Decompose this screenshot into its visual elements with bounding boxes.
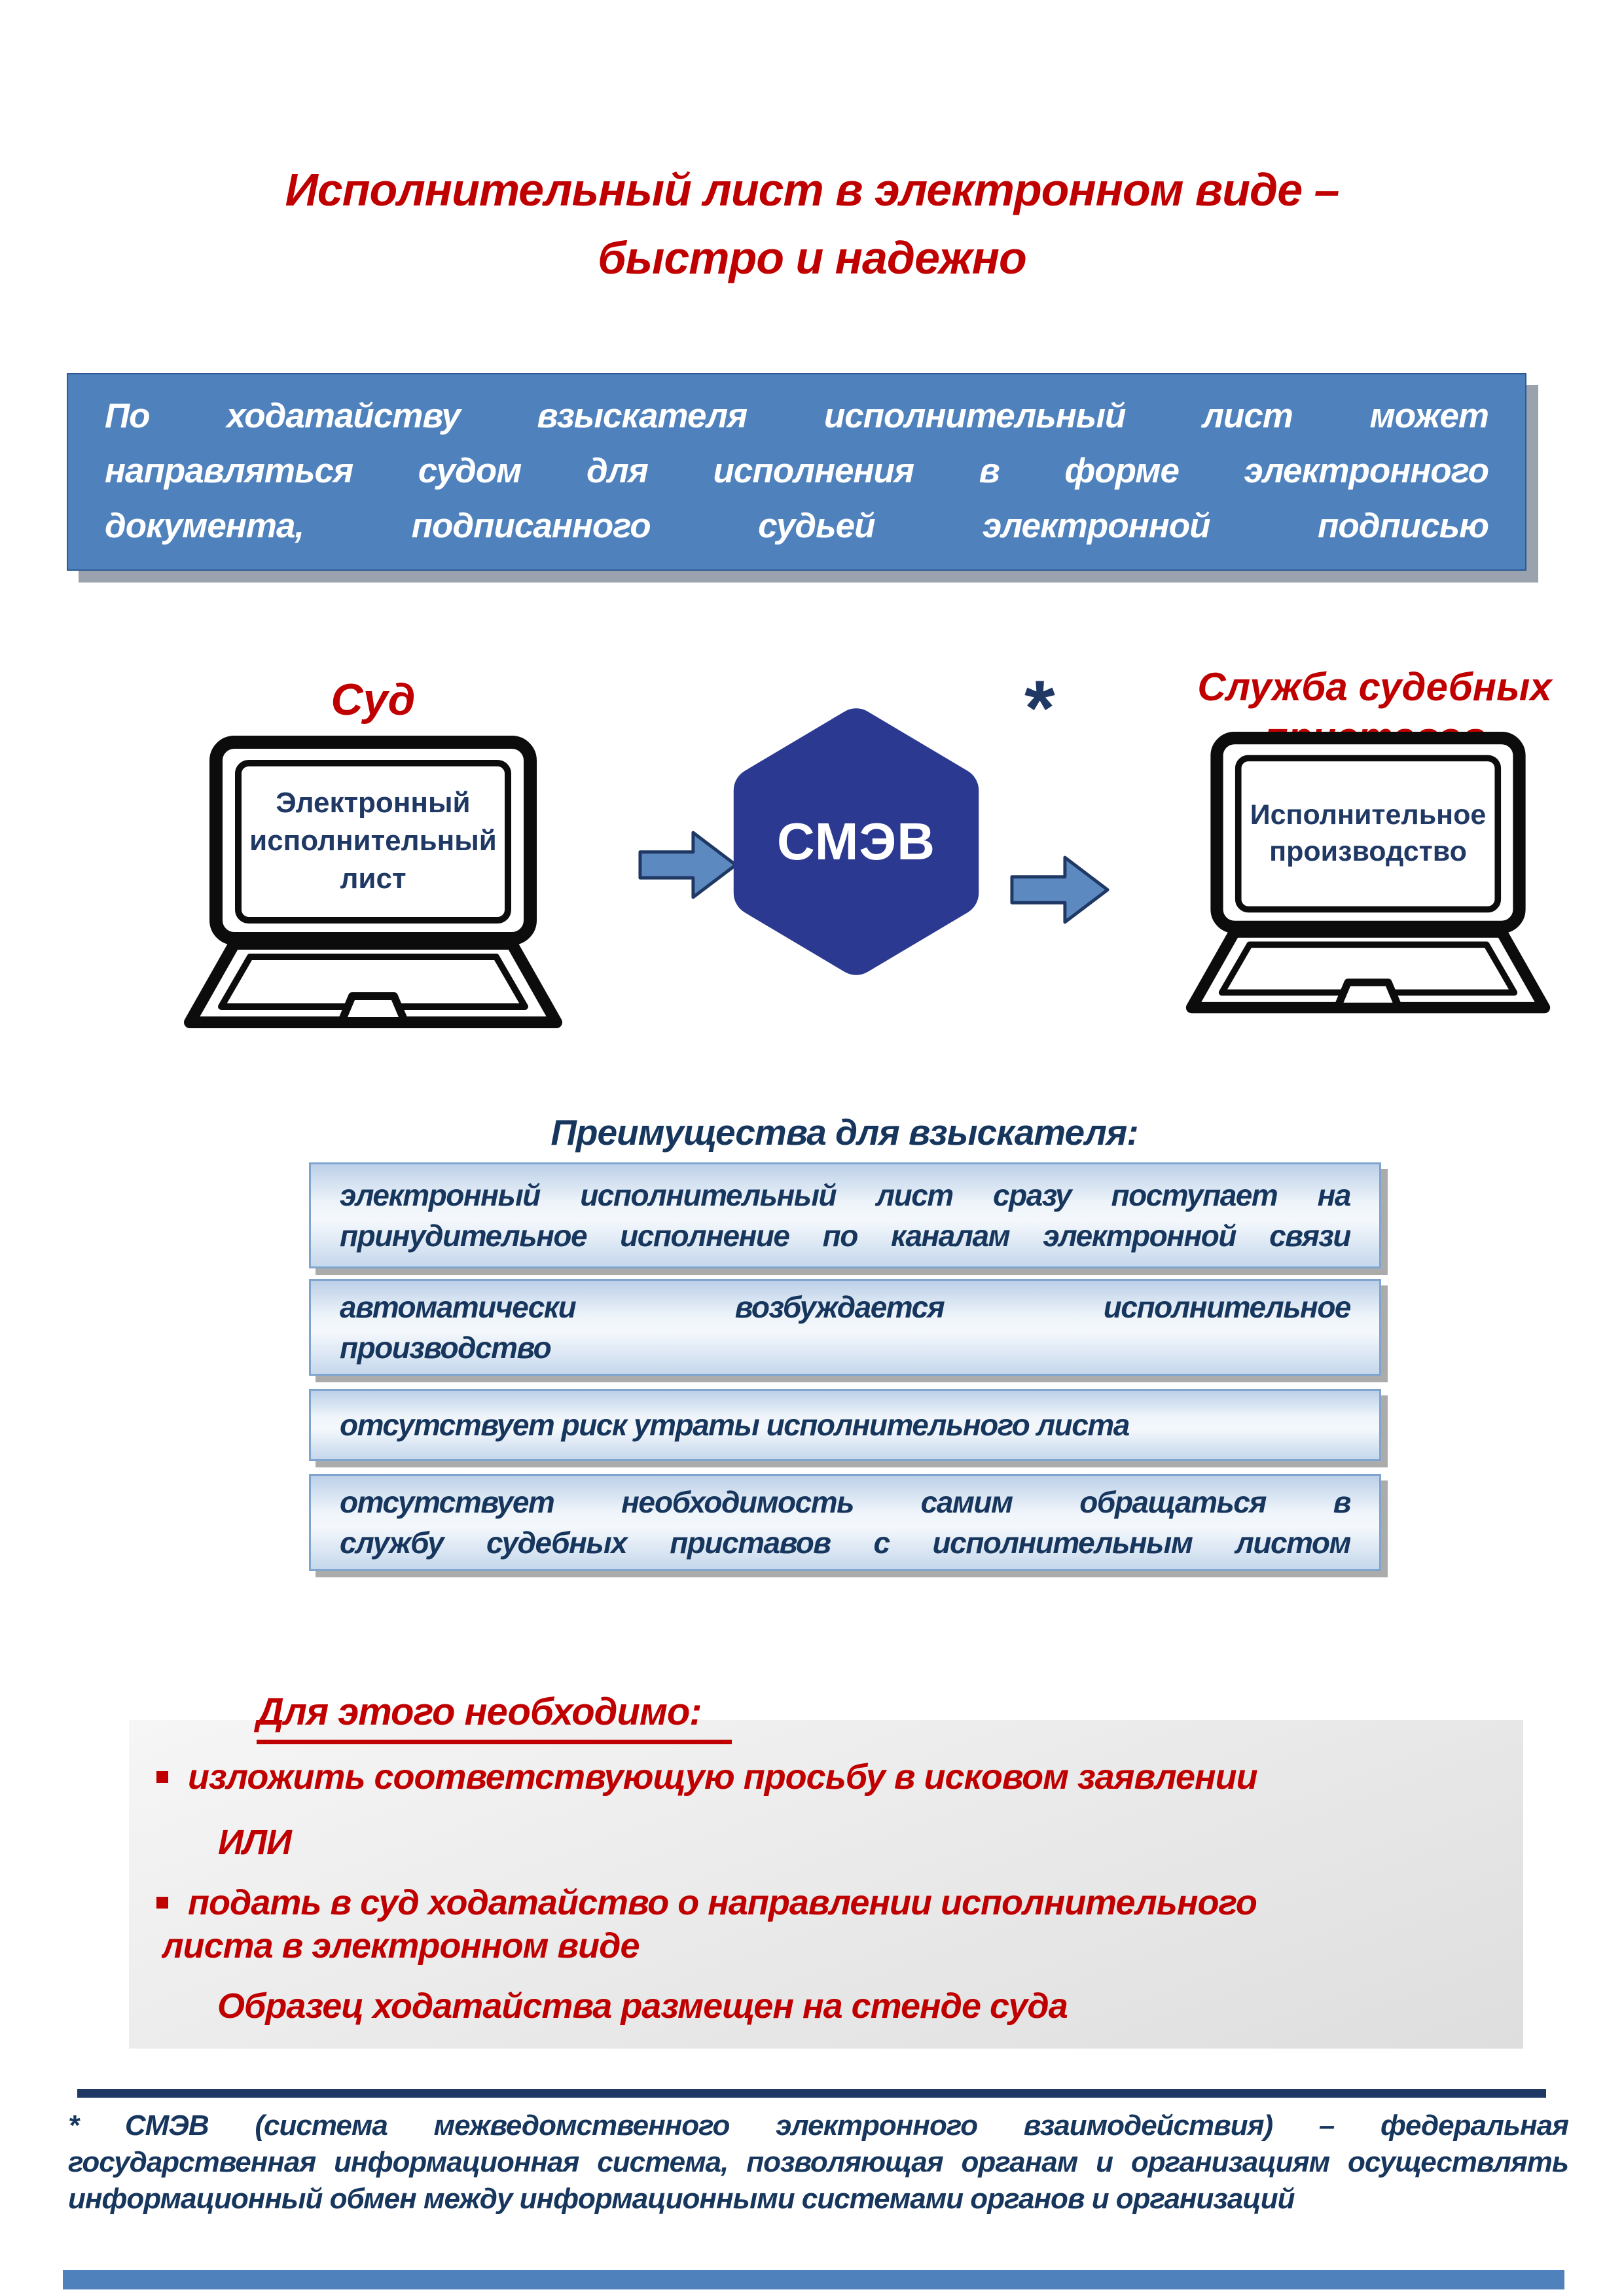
page-title-line1: Исполнительный лист в электронном виде – xyxy=(285,164,1339,215)
bailiff-screen-text: Исполнительное производство xyxy=(1250,798,1487,867)
footer-accent-bar xyxy=(63,2270,1564,2289)
intro-line: документа, подписанного судьей электронной подписью xyxy=(105,507,1489,545)
intro-statement-box xyxy=(67,373,1526,571)
footnote xyxy=(68,2108,1568,2217)
requirement-text-continued: листа в электронном виде xyxy=(162,1926,640,1965)
court-label: Суд xyxy=(331,675,416,725)
court-laptop-icon xyxy=(111,732,635,1035)
arrow-right-icon xyxy=(1008,851,1111,929)
intro-line: направляться судом для исполнения в форме электронного xyxy=(105,452,1489,490)
requirement-text: изложить соответствующую просьбу в исковом заявлении xyxy=(188,1757,1257,1797)
benefits-heading: Преимущества для взыскателя: xyxy=(550,1112,1138,1153)
benefit-line: электронный исполнительный лист сразу поступает на xyxy=(340,1178,1350,1212)
footnote-line: государственная информационная система, позволяющая органам и организациям осуществлять xyxy=(68,2146,1568,2178)
requirements-box xyxy=(129,1720,1523,2049)
bailiff-label-line1: Служба судебных xyxy=(1197,665,1552,709)
footnote-line: * СМЭВ (система межведомственного электронного взаимодействия) – федеральная xyxy=(68,2109,1568,2142)
benefit-line: производство xyxy=(340,1331,551,1365)
bullet-square-icon xyxy=(156,1897,168,1909)
smev-label: СМЭВ xyxy=(776,812,936,870)
court-screen-text: Электронный исполнительный лист xyxy=(249,787,497,895)
benefit-line: отсутствует необходимость самим обращаться в xyxy=(340,1485,1350,1519)
requirements-heading: Для этого необходимо: xyxy=(257,1691,732,1744)
bullet-square-icon xyxy=(156,1771,168,1783)
page-title-line2: быстро и надежно xyxy=(598,232,1026,283)
benefit-line: службу судебных приставов с исполнительным листом xyxy=(340,1526,1350,1560)
benefit-line: автоматически возбуждается исполнительное xyxy=(340,1290,1350,1324)
asterisk-marker: * xyxy=(1024,664,1055,752)
sample-note: Образец ходатайства размещен на стенде суда xyxy=(217,1986,1068,2026)
benefit-item xyxy=(309,1162,1381,1268)
requirement-item xyxy=(155,1881,1484,1924)
page-title xyxy=(0,156,1624,292)
benefit-line: отсутствует риск утраты исполнительного листа xyxy=(340,1408,1129,1442)
bailiff-laptop-icon xyxy=(1116,728,1620,1020)
benefit-line: принудительное исполнение по каналам электронной связи xyxy=(340,1219,1350,1253)
intro-line: По ходатайству взыскателя исполнительный лист может xyxy=(105,397,1489,435)
footnote-line: информационный обмен между информационными системами органов и организаций xyxy=(68,2183,1295,2215)
requirement-item xyxy=(155,1755,1484,1799)
benefit-item xyxy=(309,1389,1381,1461)
smev-hexagon xyxy=(721,702,991,982)
benefit-item xyxy=(309,1279,1381,1376)
requirement-text: подать в суд ходатайство о направлении исполнительного xyxy=(188,1883,1257,1922)
footnote-divider xyxy=(77,2089,1546,2098)
benefit-item xyxy=(309,1474,1381,1571)
requirements-connector: ИЛИ xyxy=(218,1823,291,1862)
